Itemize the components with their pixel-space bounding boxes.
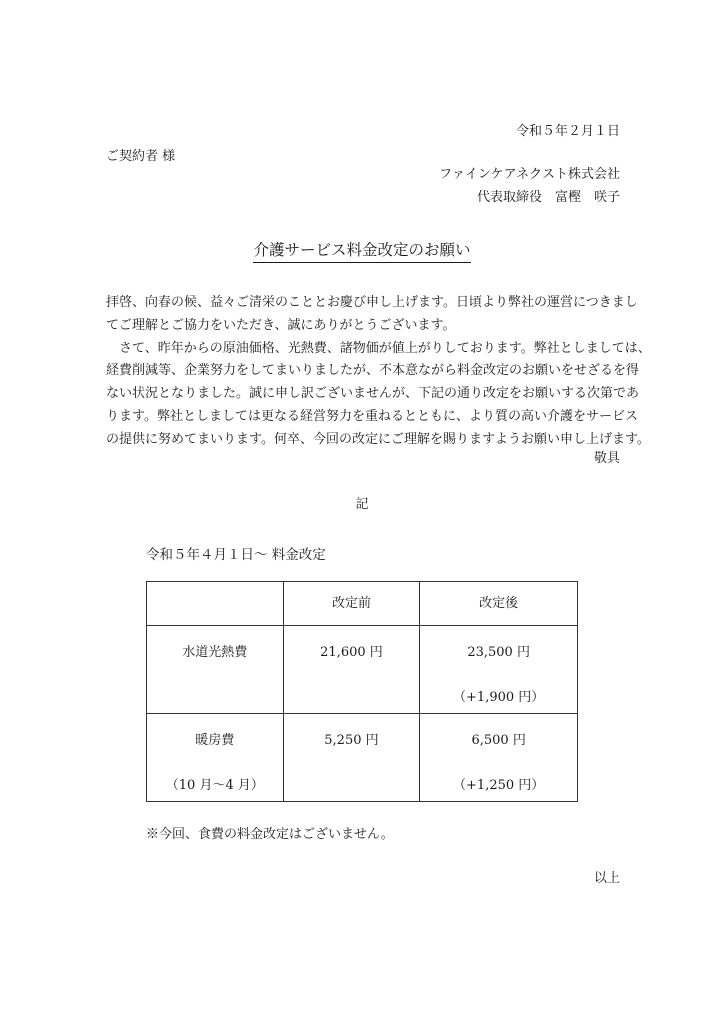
item-name: 水道光熱費: [182, 645, 248, 660]
before-cell: [283, 714, 420, 802]
item-note: （10 月～4 月）: [165, 778, 264, 793]
body-line: さて、昨年からの原油価格、光熱費、諸物価が値上がりしております。弊社としましては、: [119, 340, 651, 356]
ki-marker: 記: [355, 497, 369, 512]
table-header-before: 改定前: [283, 582, 420, 626]
closing-word: 敬具: [593, 451, 620, 466]
letter-date: 令和５年２月１日: [515, 124, 620, 139]
table-header-after: 改定後: [420, 582, 578, 626]
letter-title: 介護サービス料金改定のお願い: [253, 241, 470, 263]
body-line: てご理解とご協力をいただき、誠にありがとうございます。: [106, 317, 456, 333]
after-price: 23,500 円: [467, 645, 530, 660]
table-header-cell: [147, 582, 284, 626]
body-line: の提供に努めてまいります。何卒、今回の改定にご理解を賜りますようお願い申し上げます。: [106, 431, 650, 447]
item-name: 暖房費: [195, 733, 235, 748]
fee-table: [146, 581, 578, 802]
table-row: [147, 626, 578, 714]
body-line: ります。弊社としましては更なる経営努力を重ねるとともに、より質の高い介護をサービス: [106, 408, 638, 424]
item-cell: [147, 714, 284, 802]
representative-name: 代表取締役 富樫 咲子: [476, 190, 620, 205]
addressee: ご契約者 様: [106, 149, 176, 164]
end-marker: 以上: [593, 871, 620, 886]
letter-title-wrapper: [0, 243, 724, 259]
before-price: 5,250 円: [324, 733, 379, 748]
letter-body: [106, 292, 651, 452]
footnote: ※今回、食費の料金改定はございません。: [146, 827, 394, 842]
table-row: [147, 714, 578, 802]
before-cell: [283, 626, 420, 714]
price-difference: （+1,900 円）: [453, 690, 545, 705]
company-name: ファインケアネクスト株式会社: [439, 167, 620, 182]
price-difference: （+1,250 円）: [453, 778, 545, 793]
body-line: 経費削減等、企業努力をしてまいりましたが、不本意ながら料金改定のお願いをせざるを得: [106, 363, 640, 379]
after-cell: [420, 626, 578, 714]
body-line: ない状況となりました。誠に申し訳ございませんが、下記の通り改定をお願いする次第であ: [106, 386, 640, 402]
main-paragraph: [106, 338, 651, 452]
before-price: 21,600 円: [320, 645, 383, 660]
effective-date-heading: 令和５年４月１日～ 料金改定: [146, 547, 326, 563]
after-cell: [420, 714, 578, 802]
table-header-row: [147, 582, 578, 626]
item-cell: [147, 626, 284, 714]
greeting-paragraph: [106, 292, 638, 338]
body-line: 拝啓、向春の候、益々ご清栄のこととお慶び申し上げます。日頃より弊社の運営につきまし: [106, 295, 638, 310]
after-price: 6,500 円: [471, 733, 526, 748]
